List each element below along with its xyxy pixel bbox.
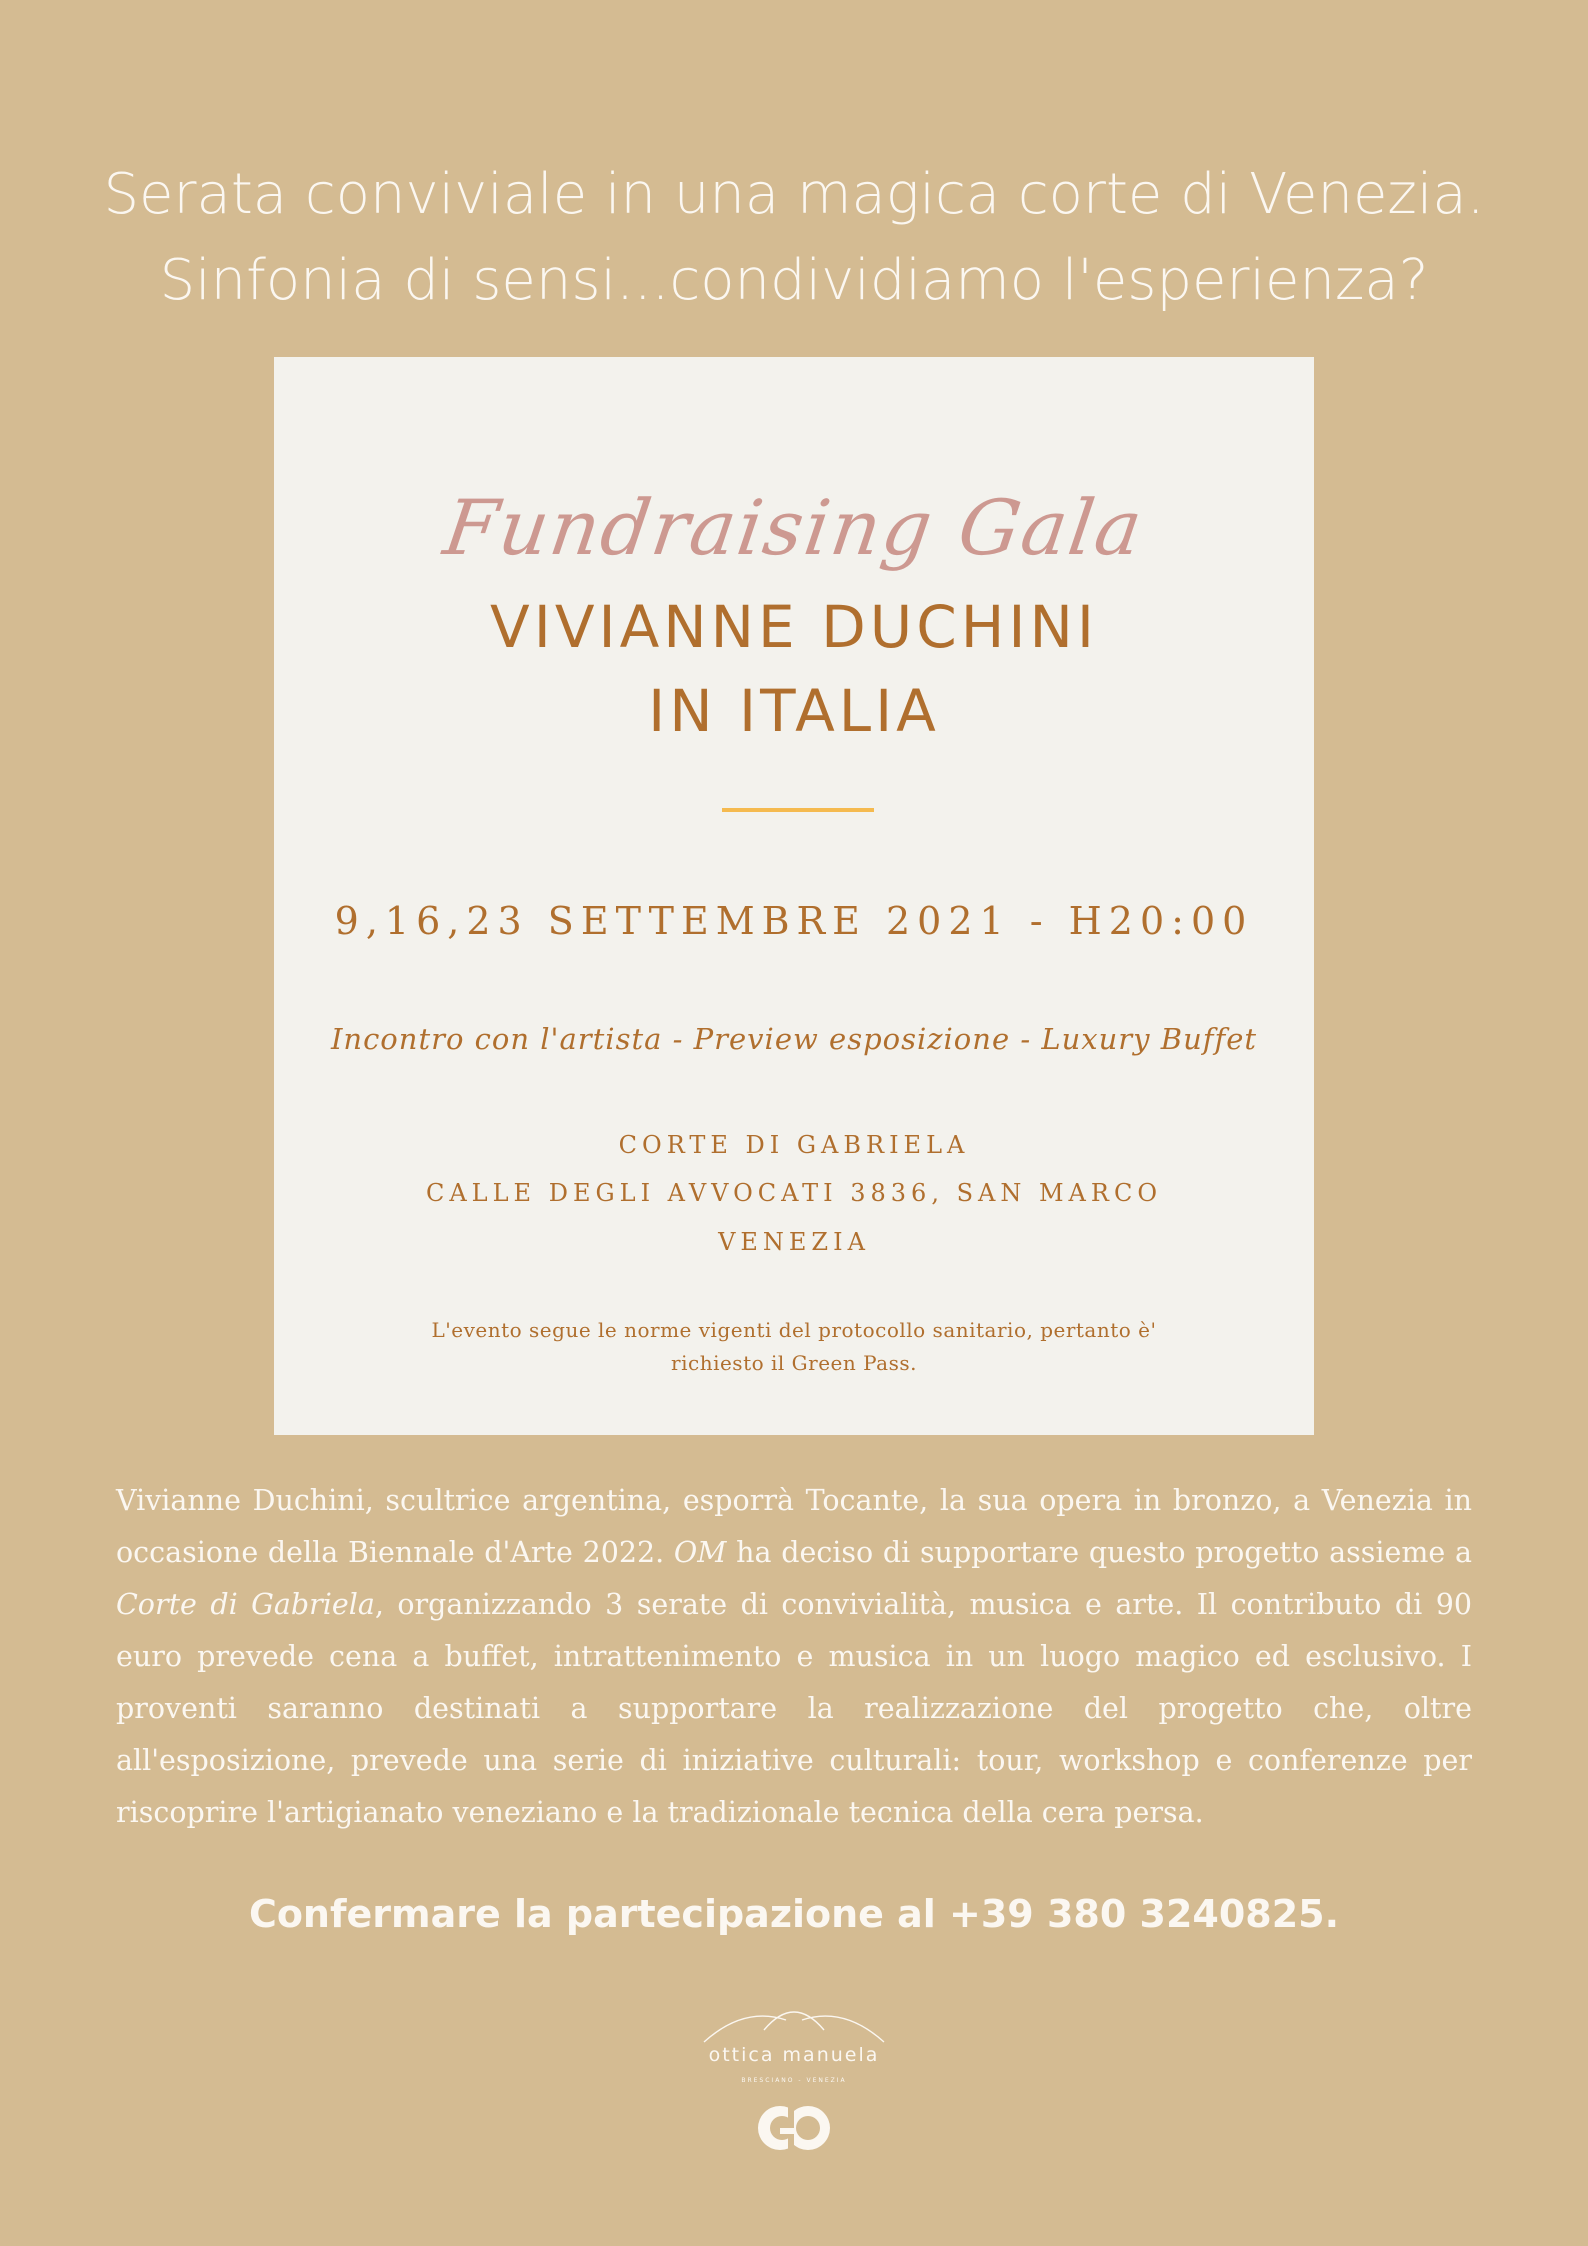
description-part-3: , organizzando 3 serate di convivialità, musica e arte. Il contributo di 90 euro prevede cena a buffet, intrattenimento e musica in un luogo magico ed esclusivo. I proventi saranno destinati a supportare la realizzazione del progetto che, oltre all'esposizione, prevede una serie di iniziative culturali: tour, workshop e conferenze per riscoprire l'artigianato veneziano e la tradizionale tecnica della cera persa. — [116, 1588, 1472, 1829]
event-program: Incontro con l'artista - Preview esposizione - Luxury Buffet — [330, 1022, 1258, 1056]
health-note-line-2: richiesto il Green Pass. — [671, 1351, 917, 1375]
description-corte: Corte di Gabriela — [116, 1588, 375, 1621]
event-date: 9,16,23 SETTEMBRE 2021 - H20:00 — [334, 899, 1254, 943]
venue-street: CALLE DEGLI AVVOCATI 3836, SAN MARCO — [425, 1179, 1162, 1207]
headline-line-2: Sinfonia di sensi...condividiamo l'esperienza? — [159, 248, 1429, 313]
event-card — [274, 357, 1314, 1435]
ottica-manuela-logo — [694, 2000, 894, 2160]
go-monogram-icon — [752, 2098, 836, 2158]
venue-city: VENEZIA — [718, 1228, 870, 1256]
event-title-line-2: IN ITALIA — [648, 677, 940, 745]
logo-subtitle: BRESCIANO - VENEZIA — [741, 2077, 847, 2084]
rsvp-call-to-action: Confermare la partecipazione al +39 380 3240825. — [248, 1892, 1340, 1936]
script-title: Fundraising Gala — [438, 483, 1150, 572]
health-note-line-1: L'evento segue le norme vigenti del protocollo sanitario, pertanto è' — [431, 1318, 1157, 1342]
eyeglasses-arc-icon — [694, 2000, 894, 2050]
description-paragraph — [116, 1475, 1472, 1839]
logo-name: ottica manuela — [708, 2044, 880, 2066]
title-divider — [722, 808, 874, 812]
headline-line-1: Serata conviviale in una magica corte di Venezia. — [103, 162, 1485, 227]
venue-name: CORTE DI GABRIELA — [618, 1131, 970, 1159]
description-om: OM — [673, 1536, 727, 1569]
description-part-1: Vivianne Duchini, scultrice argentina, esporrà Tocante, la sua opera in bronzo, a Venezia in occasione della Biennale d'Arte 2022. — [116, 1484, 1472, 1569]
event-title-line-1: VIVIANNE DUCHINI — [490, 593, 1098, 661]
description-part-2: ha deciso di supportare questo progetto assieme a — [726, 1536, 1472, 1569]
